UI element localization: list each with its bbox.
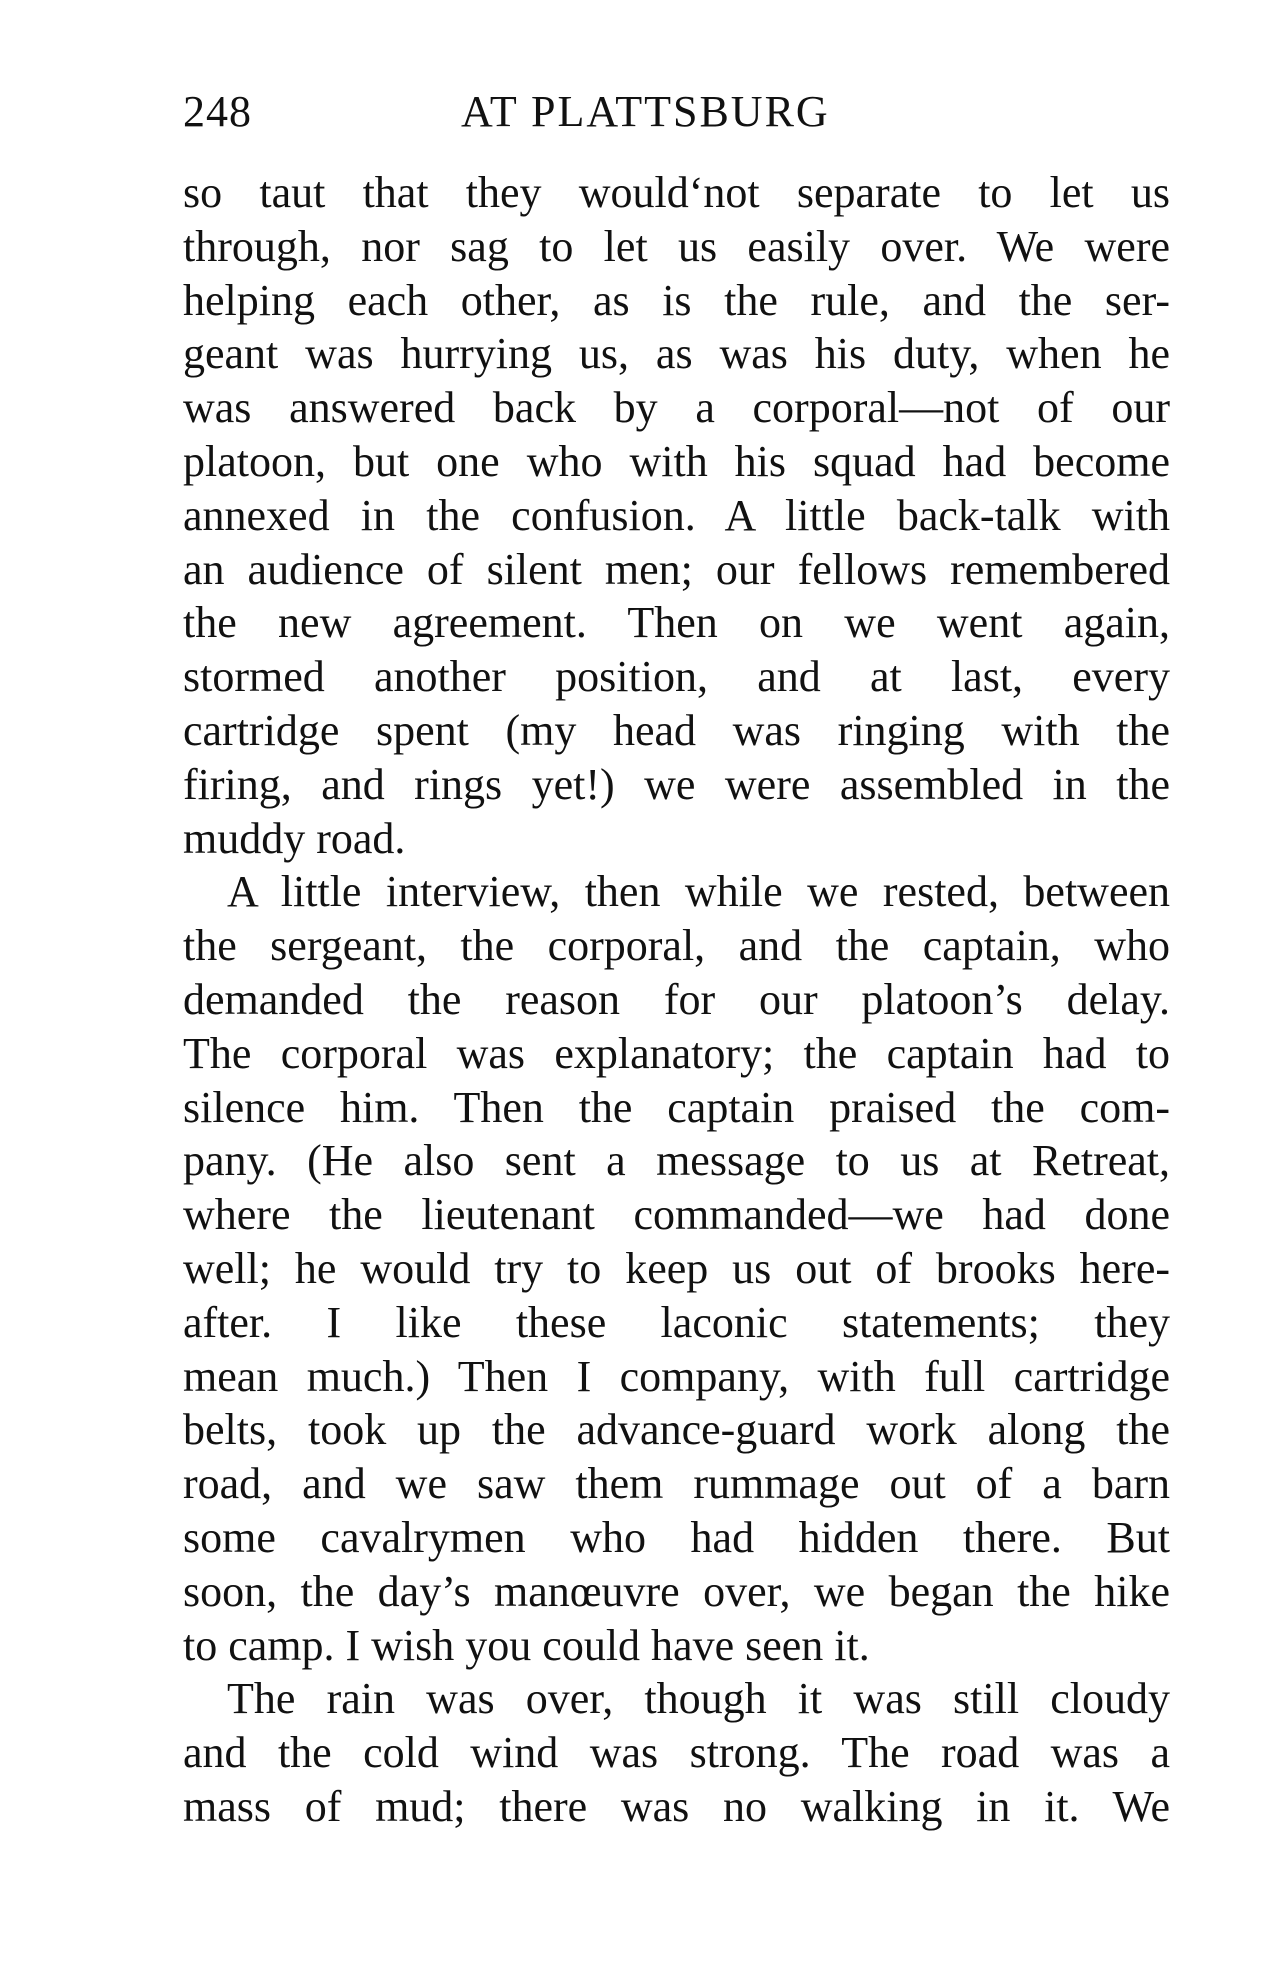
text-line: muddy road.	[183, 813, 406, 863]
text-line: belts, took up the advance-guard work along the	[183, 1405, 1170, 1455]
text-line: after. I like these laconic statements; they	[183, 1297, 1170, 1347]
text-line: mean much.) Then I company, with full cartridge	[183, 1351, 1170, 1401]
text-line: through, nor sag to let us easily over. We were	[183, 221, 1170, 271]
text-line: annexed in the confusion. A little back-talk with	[183, 490, 1170, 540]
text-line: where the lieutenant commanded—we had done	[183, 1190, 1170, 1240]
page-number: 248	[183, 87, 252, 136]
text-line: some cavalrymen who had hidden there. But	[183, 1512, 1170, 1562]
text-line: platoon, but one who with his squad had become	[183, 436, 1170, 486]
text-line: helping each other, as is the rule, and the ser-	[183, 275, 1170, 325]
text-line: firing, and rings yet!) we were assembled in the	[183, 759, 1170, 809]
text-line: so taut that they would‘not separate to let us	[183, 168, 1170, 217]
running-title: AT PLATTSBURG	[461, 87, 830, 136]
text-line: stormed another position, and at last, every	[183, 652, 1170, 702]
text-line: well; he would try to keep us out of brooks here-	[183, 1243, 1170, 1293]
text-line: pany. (He also sent a message to us at Retreat,	[183, 1136, 1170, 1186]
text-line: silence him. Then the captain praised the com-	[183, 1082, 1170, 1132]
text-line: the sergeant, the corporal, and the captain, who	[183, 921, 1170, 971]
text-line: mass of mud; there was no walking in it. We	[183, 1781, 1170, 1831]
text-line: the new agreement. Then on we went again,	[183, 598, 1170, 648]
body-text	[183, 166, 1170, 1834]
text-line: soon, the day’s manœuvre over, we began the hike	[183, 1566, 1170, 1616]
text-line: road, and we saw them rummage out of a barn	[183, 1459, 1170, 1509]
text-line: The rain was over, though it was still cloudy	[227, 1674, 1170, 1724]
text-line: to camp. I wish you could have seen it.	[183, 1620, 870, 1670]
text-line: was answered back by a corporal—not of our	[183, 383, 1170, 433]
text-line: The corporal was explanatory; the captain had to	[183, 1028, 1170, 1078]
text-line: an audience of silent men; our fellows remembered	[183, 544, 1170, 594]
text-line: cartridge spent (my head was ringing with the	[183, 705, 1170, 755]
text-line: geant was hurrying us, as was his duty, when he	[183, 329, 1170, 379]
text-line: and the cold wind was strong. The road was a	[183, 1728, 1170, 1778]
text-line: A little interview, then while we rested, between	[227, 867, 1170, 917]
running-head	[183, 82, 1173, 142]
text-line: demanded the reason for our platoon’s delay.	[183, 974, 1170, 1024]
